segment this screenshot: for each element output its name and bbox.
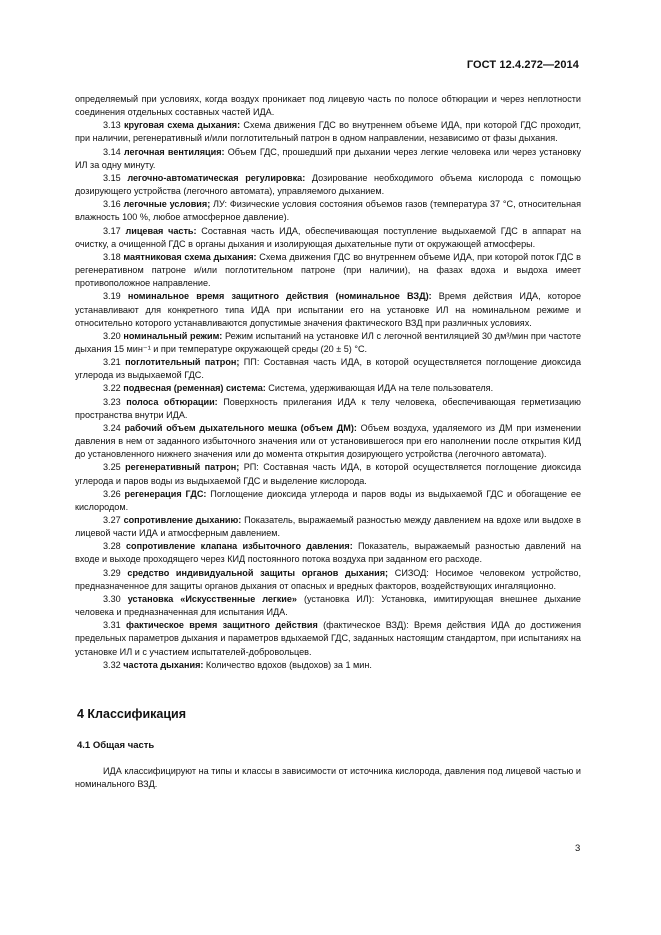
definition-number: 3.13 (103, 120, 121, 131)
definition-item (75, 146, 581, 172)
definition-item (75, 290, 581, 329)
definition-term: сопротивление клапана избыточного давления: (126, 541, 353, 552)
definition-item (75, 659, 581, 672)
definition-item (75, 619, 581, 658)
definition-item (75, 567, 581, 593)
definition-number: 3.26 (103, 488, 121, 499)
definition-number: 3.29 (103, 567, 121, 578)
definition-number: 3.31 (103, 620, 121, 631)
definition-text: Дозирование необходимого объема кислорода с помощью дозирующего устройства (легочного автомата), управляемого дыханием. (75, 172, 581, 197)
definition-item (75, 172, 581, 198)
definition-term: лицевая часть: (125, 225, 197, 236)
definition-text: Схема движения ГДС во внутреннем объеме ИДА, при которой ГДС проходит, при наличии, регенеративный и/или поглотительный патрон в одном направлении, независимо от фазы дыхания. (75, 120, 581, 144)
definition-item (75, 488, 581, 514)
definition-number: 3.20 (103, 330, 121, 341)
definition-item (75, 396, 581, 422)
definition-text: Количество вдохов (выдохов) за 1 мин. (203, 659, 372, 670)
definition-text: (установка ИЛ): Установка, имитирующая внешнее дыхание человека и предназначенная для испытания ИДА. (75, 593, 581, 618)
subsection-title: 4.1 Общая часть (77, 739, 155, 751)
definition-text: Показатель, выражаемый разностью между давлением на вдохе или выдохе в лицевой части ИДА и атмосферным давлением. (75, 515, 581, 539)
definition-number: 3.15 (103, 172, 121, 183)
definition-term: легочно-автоматическая регулировка: (127, 172, 306, 183)
definition-item (75, 251, 581, 290)
definition-number: 3.21 (103, 357, 121, 368)
definition-text: Система, удерживающая ИДА на теле пользователя. (265, 383, 494, 394)
definition-number: 3.18 (103, 251, 121, 262)
definition-text: Режим испытаний на установке ИЛ с легочной вентиляцией 30 дм³/мин при частоте дыхания 15 мин⁻¹ и при температуре окружающей среды (20 ± 5) °С. (75, 330, 581, 354)
definition-term: частота дыхания: (123, 659, 204, 670)
definition-term: полоса обтюрации: (126, 396, 218, 407)
definition-term: рабочий объем дыхательного мешка (объем ДМ): (124, 422, 357, 433)
definition-number: 3.27 (103, 515, 121, 525)
definition-number: 3.32 (103, 659, 121, 670)
definition-text: Составная часть ИДА, обеспечивающая поступление выдыхаемой ГДС в аппарат на очистку, а очищенной ГДС в органы дыхания и изолирующая дыхательные пути от окружающей атмосферы. (75, 225, 582, 249)
definition-term: установка «Искусственные легкие» (127, 593, 297, 604)
definition-number: 3.17 (103, 225, 121, 236)
intro-text: определяемый при условиях, когда воздух проникает под лицевую часть по полосе обтюрации и через неплотности соединения отдельных составных частей ИДА. (75, 94, 581, 118)
page-content (75, 93, 581, 791)
standard-code: ГОСТ 12.4.272—2014 (466, 59, 579, 71)
definition-term: сопротивление дыханию: (123, 515, 242, 525)
definition-text: Объем воздуха, удаляемого из ДМ при изменении давления в нем от заданного избыточного значения или от установившегося при его наполнении после открытия КИД до установленного нижнего значения или до момента открытия дозирующего устройства (легочного автомата). (75, 422, 581, 460)
definition-item (75, 382, 581, 395)
definition-item (75, 461, 581, 487)
definition-text: Объем ГДС, прошедший при дыхании через легкие человека или через установку ИЛ за одну минуту. (75, 146, 582, 170)
definition-item (75, 198, 581, 224)
definition-item (75, 514, 581, 540)
definition-term: средство индивидуальной защиты органов дыхания; (127, 567, 389, 578)
definition-text: СИЗОД: Носимое человеком устройство, предназначенное для защиты органов дыхания от опасных и вредных факторов, воздействующих ингаляционно. (75, 567, 581, 591)
definition-text: ПП: Составная часть ИДА, в которой осуществляется поглощение диоксида углерода из выдыхаемой ГДС. (75, 357, 582, 381)
definition-item (75, 422, 581, 461)
definition-number: 3.22 (103, 383, 121, 394)
definition-item (75, 540, 581, 566)
definition-text: РП: Составная часть ИДА, в которой осуществляется поглощение диоксида углерода и паров воды из выдыхаемой ГДС и выделение кислорода. (75, 462, 581, 486)
definition-number: 3.23 (103, 396, 121, 407)
definition-text: ЛУ: Физические условия состояния объемов газов (температура 37 °С, относительная влажность 100 %, любое атмосферное давление). (75, 199, 581, 223)
definition-text: Время действия ИДА, которое устанавливают для конкретного типа ИДА при испытании его на установке ИЛ на номинальном режиме и относительно которого устанавливаются допустимые значения фактического ВЗД при различных условиях. (75, 291, 581, 328)
definition-term: номинальный режим: (123, 330, 223, 341)
definition-term: легочные условия; (123, 199, 211, 210)
definition-item (75, 225, 581, 251)
definition-term: фактическое время защитного действия (126, 620, 318, 631)
definition-text: Поверхность прилегания ИДА к телу человека, обеспечивающая герметизацию пространства внутри ИДА. (75, 396, 582, 420)
definition-number: 3.16 (103, 199, 121, 210)
definition-item (75, 119, 581, 145)
definition-term: номинальное время защитного действия (номинальное ВЗД): (127, 291, 432, 302)
definition-number: 3.30 (103, 593, 121, 604)
definition-text: Схема движения ГДС во внутреннем объеме ИДА, при которой поток ГДС в регенеративном патроне и/или поглотительном патроне (при наличии), на фазах вдоха и выдоха имеет противоположное направление. (75, 251, 582, 289)
section-paragraph: ИДА классифицируют на типы и классы в зависимости от источника кислорода, давления под лицевой частью и номинального ВЗД. (75, 765, 581, 790)
definition-text: Поглощение диоксида углерода и паров воды из выдыхаемой ГДС и обогащение ее кислородом. (75, 488, 582, 512)
definition-term: маятниковая схема дыхания: (123, 251, 257, 262)
definition-term: регенерация ГДС: (124, 488, 207, 499)
definitions-list (75, 119, 581, 672)
page-number: 3 (575, 843, 581, 854)
definition-term: круговая схема дыхания: (124, 120, 241, 131)
definition-item (75, 356, 581, 382)
definition-term: поглотительный патрон; (125, 357, 240, 368)
definition-item (75, 330, 581, 356)
definition-text: Показатель, выражаемый разностью давлений на входе и выходе проходящего через КИД постоянного потока воздуха при заданном его расходе. (75, 541, 582, 565)
definition-number: 3.28 (103, 541, 121, 552)
definition-term: легочная вентиляция: (123, 146, 225, 157)
definition-number: 3.19 (103, 291, 121, 302)
section-title: 4 Классификация (77, 706, 187, 721)
definition-number: 3.14 (103, 146, 121, 157)
definition-number: 3.24 (103, 422, 121, 433)
definition-term: подвесная (ременная) система: (123, 383, 266, 394)
definition-item (75, 593, 581, 619)
definition-text: (фактическое ВЗД): Время действия ИДА до достижения предельных параметров дыхания и параметров вдыхаемой ГДС, заданных настоящим стандартом, при испытаниях на установке ИЛ и с участием испытателей-добровольцев. (75, 620, 581, 657)
definition-number: 3.25 (103, 462, 121, 473)
definition-term: регенеративный патрон; (125, 462, 240, 473)
